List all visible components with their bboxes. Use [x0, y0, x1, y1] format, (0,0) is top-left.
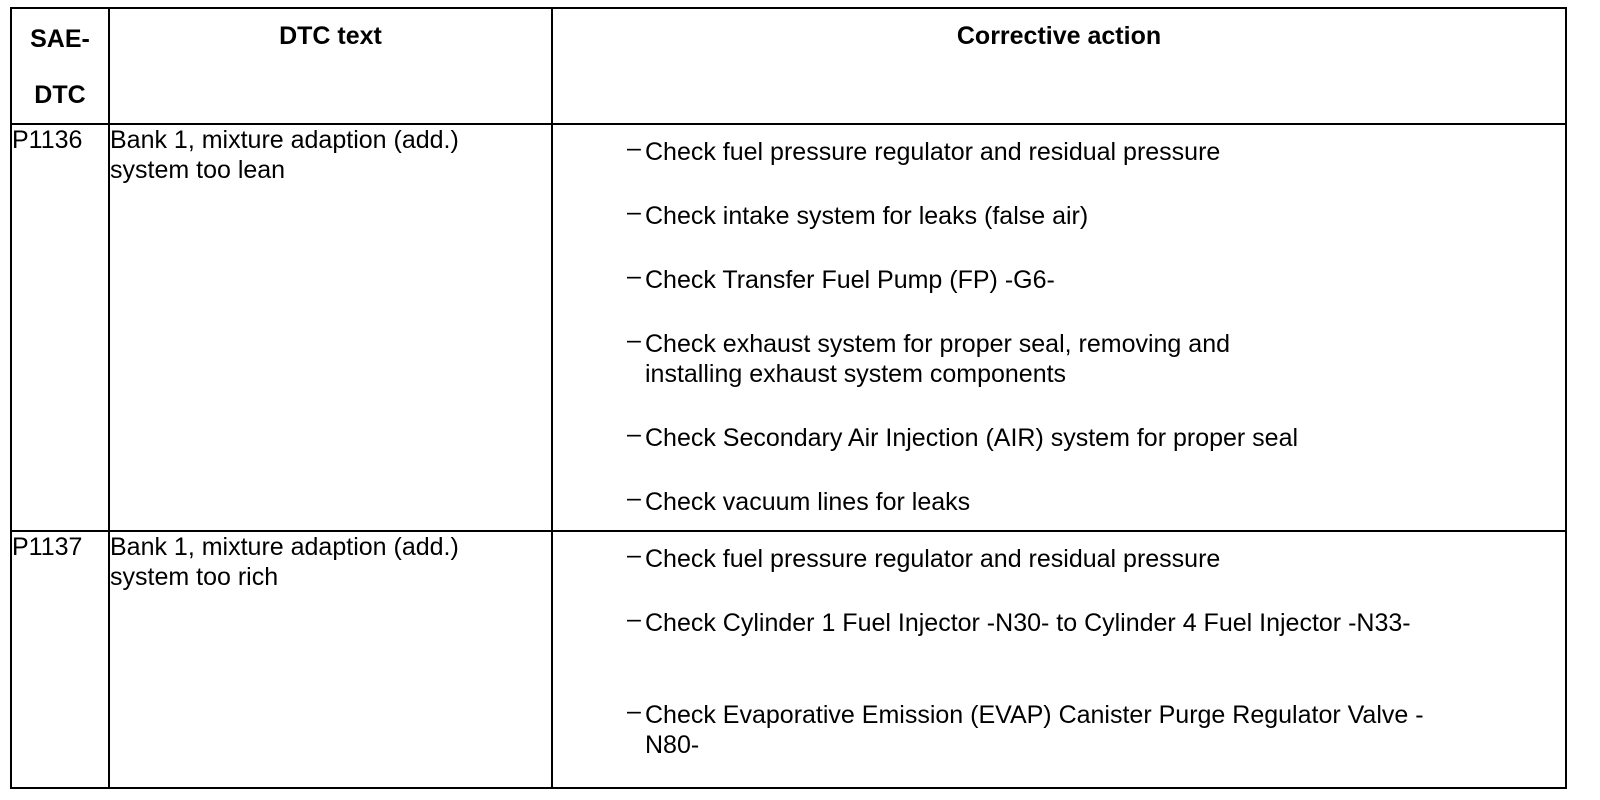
- dtc-text-cell: [109, 124, 552, 531]
- action-item: [627, 198, 1565, 231]
- action-text: Check fuel pressure regulator and residual pressure: [645, 545, 1221, 573]
- action-text: Check Evaporative Emission (EVAP) Canister Purge Regulator Valve -: [645, 701, 1424, 729]
- action-text: installing exhaust system components: [645, 360, 1067, 388]
- action-item: [627, 484, 1565, 517]
- action-item: [627, 326, 1565, 389]
- dtc-code-cell: P1137: [11, 531, 109, 788]
- action-item: [627, 541, 1565, 574]
- dtc-table: [10, 7, 1567, 789]
- header-corrective-action: Corrective action: [552, 8, 1566, 124]
- dash-bullet: –: [627, 420, 641, 448]
- action-text: Check vacuum lines for leaks: [645, 488, 971, 516]
- action-text: Check Transfer Fuel Pump (FP) -G6-: [645, 266, 1055, 294]
- action-list: [553, 532, 1565, 760]
- action-item: [627, 262, 1565, 295]
- corrective-action-cell: [552, 531, 1566, 788]
- dash-bullet: –: [627, 484, 641, 512]
- action-text: Check fuel pressure regulator and residual pressure: [645, 138, 1221, 166]
- dtc-text-line: Bank 1, mixture adaption (add.): [110, 533, 459, 561]
- dtc-text-line: system too rich: [110, 563, 279, 591]
- dtc-text-line: system too lean: [110, 156, 286, 184]
- dash-bullet: –: [627, 541, 641, 569]
- dtc-text-cell: [109, 531, 552, 788]
- table-row: [11, 124, 1566, 531]
- header-sae-dtc-line1: SAE-: [30, 25, 90, 53]
- dtc-code-cell: P1136: [11, 124, 109, 531]
- dash-bullet: –: [627, 134, 641, 162]
- dash-bullet: –: [627, 326, 641, 354]
- table-header-row: [11, 8, 1566, 124]
- action-item: [627, 605, 1565, 638]
- action-text: Check intake system for leaks (false air): [645, 202, 1089, 230]
- table-row: [11, 531, 1566, 788]
- action-item: [627, 697, 1565, 760]
- action-list: [553, 125, 1565, 517]
- corrective-action-cell: [552, 124, 1566, 531]
- header-sae-dtc: [11, 8, 109, 124]
- dash-bullet: –: [627, 262, 641, 290]
- header-sae-dtc-line2: DTC: [34, 81, 86, 109]
- dash-bullet: –: [627, 198, 641, 226]
- action-text: N80-: [645, 731, 700, 759]
- dtc-text-line: Bank 1, mixture adaption (add.): [110, 126, 459, 154]
- action-text: Check Cylinder 1 Fuel Injector -N30- to Cylinder 4 Fuel Injector -N33-: [645, 609, 1411, 637]
- header-dtc-text: DTC text: [109, 8, 552, 124]
- action-item: [627, 134, 1565, 167]
- action-text: Check exhaust system for proper seal, removing and: [645, 330, 1230, 358]
- dash-bullet: –: [627, 697, 641, 725]
- action-text: Check Secondary Air Injection (AIR) system for proper seal: [645, 424, 1299, 452]
- dash-bullet: –: [627, 605, 641, 633]
- dtc-table-frame: [10, 7, 1565, 786]
- action-item: [627, 420, 1565, 453]
